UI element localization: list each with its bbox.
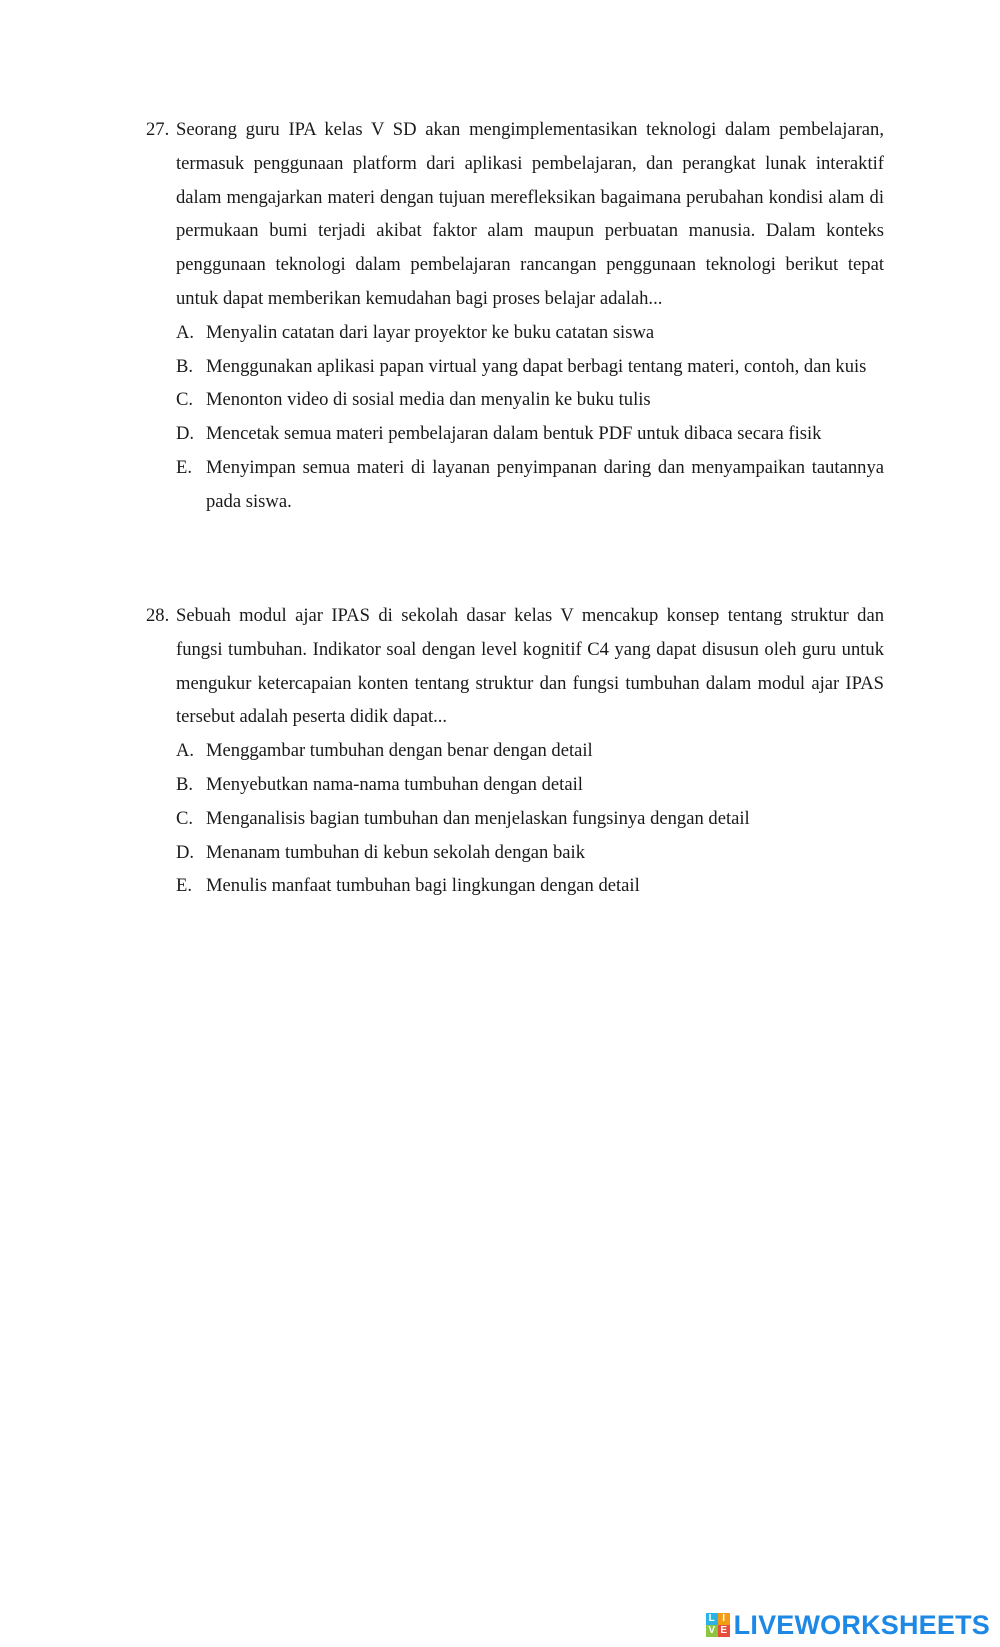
answer-options [176,316,884,519]
option-letter: C. [176,807,194,829]
option-letter: D. [176,423,195,445]
logo-icon-letter: L [706,1613,718,1625]
liveworksheets-logo-icon [706,1613,730,1637]
option-letter: E. [176,875,193,897]
answer-option-c[interactable] [176,802,884,836]
question-text: Seorang guru IPA kelas V SD akan mengimplementasikan teknologi dalam pembelajaran, termasuk penggunaan platform dari aplikasi pembelajaran, dan perangkat lunak interaktif dalam mengajarkan materi dengan tujuan merefleksikan bagaimana perubahan kondisi alam di permukaan bumi terjadi akibat faktor alam maupun perbuatan manusia. Dalam konteks penggunaan teknologi dalam pembelajaran rancangan penggunaan teknologi berikut tepat untuk dapat memberikan kemudahan bagi proses belajar adalah... [176,119,884,309]
question-number: 28. [146,605,170,626]
question-number: 27. [146,119,170,140]
answer-option-e[interactable] [176,451,884,519]
option-text: Mencetak semua materi pembelajaran dalam bentuk PDF untuk dibaca secara fisik [206,423,822,445]
option-letter: A. [176,740,195,762]
liveworksheets-logo[interactable] [706,1608,990,1642]
answer-option-d[interactable] [176,417,884,451]
option-letter: E. [176,456,193,478]
option-text: Menggunakan aplikasi papan virtual yang dapat berbagi tentang materi, contoh, dan kuis [206,355,867,377]
option-text: Menyimpan semua materi di layanan penyimpanan daring dan menyampaikan tautannya pada siswa. [206,456,884,512]
question-text: Sebuah modul ajar IPAS di sekolah dasar kelas V mencakup konsep tentang struktur dan fungsi tumbuhan. Indikator soal dengan level kognitif C4 yang dapat disusun oleh guru untuk mengukur ketercapaian konten tentang struktur dan fungsi tumbuhan dalam modul ajar IPAS tersebut adalah peserta didik dapat... [176,605,884,728]
answer-option-c[interactable] [176,383,884,417]
logo-text: LIVEWORKSHEETS [733,1609,990,1640]
answer-option-b[interactable] [176,768,884,802]
logo-icon-letter: V [706,1625,718,1637]
option-text: Menggambar tumbuhan dengan benar dengan detail [206,740,593,762]
logo-icon-letter: I [718,1613,730,1625]
option-letter: D. [176,841,195,863]
option-text: Menulis manfaat tumbuhan bagi lingkungan dengan detail [206,875,640,897]
option-letter: B. [176,355,194,377]
question-27 [146,113,884,519]
answer-option-d[interactable] [176,836,884,870]
logo-icon-letter: E [718,1625,730,1637]
answer-option-e[interactable] [176,869,884,903]
option-letter: A. [176,321,195,343]
answer-option-b[interactable] [176,350,884,384]
option-text: Menanam tumbuhan di kebun sekolah dengan baik [206,841,586,863]
option-text: Menyebutkan nama-nama tumbuhan dengan detail [206,773,583,795]
answer-option-a[interactable] [176,316,884,350]
answer-options [176,734,884,903]
question-stem [146,599,884,734]
question-28 [146,599,884,903]
option-letter: B. [176,773,194,795]
answer-option-a[interactable] [176,734,884,768]
option-letter: C. [176,389,194,411]
option-text: Menonton video di sosial media dan menyalin ke buku tulis [206,389,651,411]
option-text: Menganalisis bagian tumbuhan dan menjelaskan fungsinya dengan detail [206,807,750,829]
option-text: Menyalin catatan dari layar proyektor ke buku catatan siswa [206,321,655,343]
question-stem [146,113,884,316]
